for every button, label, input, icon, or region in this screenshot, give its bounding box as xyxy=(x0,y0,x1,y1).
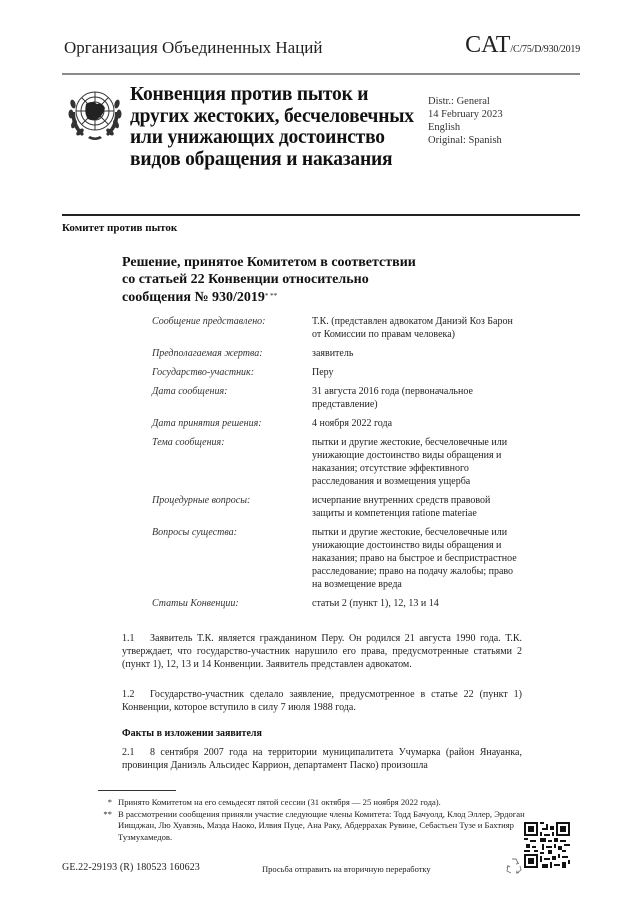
convention-title xyxy=(130,84,420,170)
metadata-label: Государство-участник: xyxy=(152,367,255,378)
un-emblem-icon xyxy=(66,82,124,144)
section-rule xyxy=(62,214,580,216)
footnote-separator xyxy=(98,790,176,791)
footnote-text: Принято Комитетом на его семьдесят пятой сессии (31 октября — 25 ноября 2022 года). xyxy=(118,797,441,807)
metadata-label: Тема сообщения: xyxy=(152,437,225,448)
convention-title-line: других жестоких, бесчеловечных xyxy=(130,105,414,127)
language: English xyxy=(428,122,461,133)
paragraph-number: 2.1 xyxy=(122,747,135,758)
metadata-label: Вопросы существа: xyxy=(152,527,237,538)
metadata-value: пытки и другие жестокие, бесчеловечные или унижающие достоинство виды обращения и наказания; отсутствие эффективного расследования и возмещения ущерба xyxy=(312,437,508,487)
metadata-label: Дата принятия решения: xyxy=(152,418,262,429)
header-rule xyxy=(62,73,580,75)
metadata-value: заявитель xyxy=(312,348,354,359)
metadata-value: статьи 2 (пункт 1), 12, 13 и 14 xyxy=(312,598,439,609)
metadata-label: Статьи Конвенции: xyxy=(152,598,239,609)
metadata-row xyxy=(152,385,522,411)
footnote xyxy=(98,809,528,844)
metadata-row xyxy=(152,494,522,520)
footnote-mark: * xyxy=(107,797,112,807)
facts-heading: Факты в изложении заявителя xyxy=(122,728,262,739)
paragraph-number: 1.2 xyxy=(122,689,135,700)
decision-title xyxy=(122,254,482,306)
metadata-row xyxy=(152,526,522,591)
recycle-notice: Просьба отправить на вторичную переработку xyxy=(262,864,431,874)
decision-title-line: со статьей 22 Конвенции относительно xyxy=(122,272,369,287)
metadata-value: исчерпание внутренних средств правовой защиты и компетенция ratione materiae xyxy=(312,495,491,519)
footnote-text: В рассмотрении сообщения приняли участие следующие члены Комитета: Тодд Бачуолд, Клод Эллер, Эрдоган Иишджан, Лю Хуавэнь, Маэда Наоко, Илвия Пуце, Ана Раку, Абдеррахак Рувине, Себастьен Тузе и Бахтияр Тузмухамедов. xyxy=(118,808,525,842)
document-symbol xyxy=(465,32,580,59)
case-metadata-table xyxy=(152,315,522,616)
paragraph-2-1 xyxy=(122,746,522,772)
decision-title-line: Решение, принятое Комитетом в соответствии xyxy=(122,255,416,270)
convention-title-line: видов обращения и наказания xyxy=(130,148,393,170)
footnote-mark: ** xyxy=(103,808,112,819)
metadata-row xyxy=(152,366,522,379)
original-language: Original: Spanish xyxy=(428,135,502,146)
recycle-icon xyxy=(505,857,523,875)
metadata-label: Предполагаемая жертва: xyxy=(152,348,263,359)
qr-code-icon xyxy=(524,822,570,868)
convention-title-line: или унижающих достоинство xyxy=(130,127,385,148)
committee-name: Комитет против пыток xyxy=(62,222,178,234)
metadata-value: 4 ноября 2022 года xyxy=(312,418,393,429)
distribution-type: Distr.: General xyxy=(428,96,490,107)
metadata-value: 31 августа 2016 года (первоначальное представление) xyxy=(312,386,473,410)
paragraph-1-2 xyxy=(122,688,522,714)
metadata-row xyxy=(152,436,522,488)
metadata-row xyxy=(152,347,522,360)
paragraph-1-1 xyxy=(122,632,522,671)
paragraph-number: 1.1 xyxy=(122,633,135,644)
paragraph-text: Государство-участник сделало заявление, предусмотренное в статье 22 (пункт 1) Конвенции, которое вступило в силу 7 июля 1988 года. xyxy=(122,689,522,713)
metadata-label: Процедурные вопросы: xyxy=(152,495,251,506)
distribution-info xyxy=(428,95,503,147)
symbol-main: CAT xyxy=(465,32,511,58)
convention-title-line: Конвенция против пыток и xyxy=(130,84,369,105)
metadata-label: Дата сообщения: xyxy=(152,386,228,397)
metadata-label: Сообщение представлено: xyxy=(152,316,266,327)
metadata-value: Перу xyxy=(312,367,334,378)
metadata-row xyxy=(152,417,522,430)
symbol-suffix: /C/75/D/930/2019 xyxy=(510,44,580,55)
metadata-row xyxy=(152,597,522,610)
metadata-value: Т.К. (представлен адвокатом Даниэй Коз Барон от Комиссии по правам человека) xyxy=(312,316,513,340)
paragraph-text: 8 сентября 2007 года на территории муниципалитета Учумарка (район Янауанка, провинция Даниэль Альсидес Каррион, департамент Паско) произошла xyxy=(122,747,522,771)
footnotes xyxy=(98,797,528,843)
organization-name: Организация Объединенных Наций xyxy=(64,38,323,57)
footnote-marks: * ** xyxy=(264,292,278,300)
decision-title-line: сообщения № 930/2019 xyxy=(122,290,265,305)
paragraph-text: Заявитель Т.К. является гражданином Перу. Он родился 21 августа 1990 года. Т.К. утверждает, что государство-участник нарушило его права, предусмотренные статьями 2 (пункт 1), 12, 13 и 14 Конвенции. Заявитель представлен адвокатом. xyxy=(122,633,522,670)
metadata-row xyxy=(152,315,522,341)
job-number: GE.22-29193 (R) 180523 160623 xyxy=(62,862,200,873)
issue-date: 14 February 2023 xyxy=(428,109,503,120)
metadata-value: пытки и другие жестокие, бесчеловечные или унижающие достоинство виды обращения и наказания; право на быстрое и беспристрастное расследование; право на подачу жалобы; право на возмещение вреда xyxy=(312,527,517,590)
footnote xyxy=(98,797,528,809)
